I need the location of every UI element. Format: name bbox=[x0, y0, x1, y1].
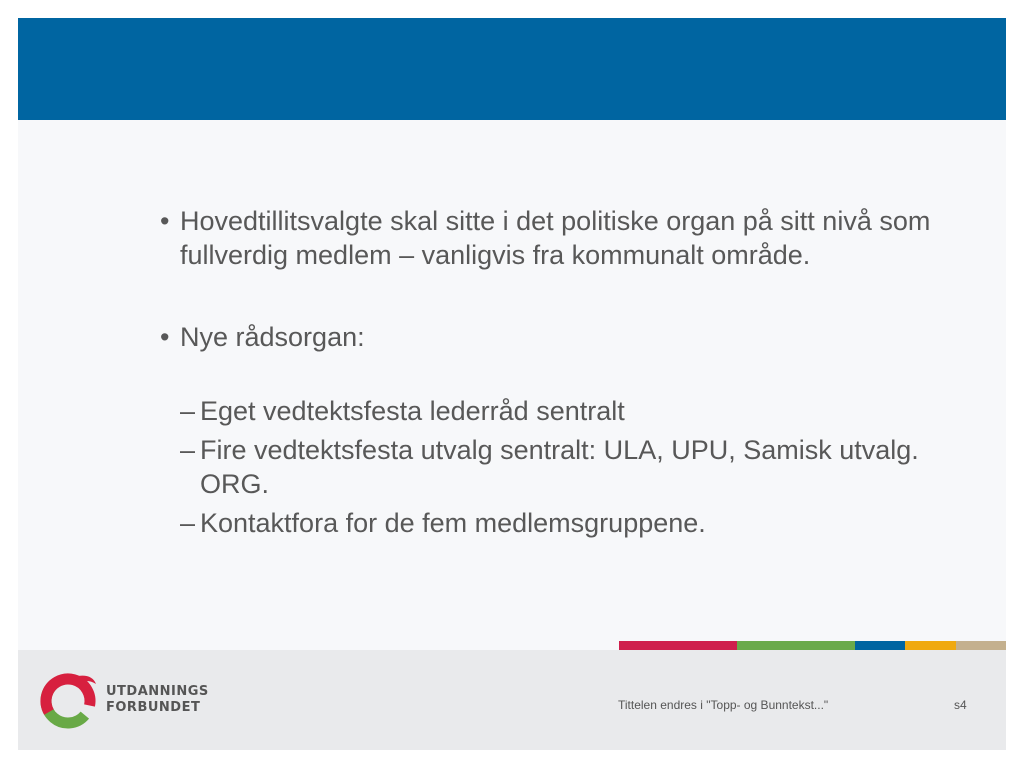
sub-bullet-2-text: Fire vedtektsfesta utvalg sentralt: ULA, UPU, Samisk utvalg. ORG. bbox=[200, 435, 919, 499]
bullet-mark: • bbox=[160, 206, 170, 236]
stripe-red bbox=[619, 641, 737, 650]
sub-bullet-3 bbox=[180, 506, 980, 540]
sub-bullet-1-text: Eget vedtektsfesta lederråd sentralt bbox=[200, 396, 625, 426]
logo-line-2: FORBUNDET bbox=[106, 700, 201, 715]
bullet-1 bbox=[160, 204, 980, 272]
stripe-blue bbox=[855, 641, 905, 650]
sub-bullet-mark: – bbox=[180, 396, 196, 426]
footer-title: Tittelen endres i "Topp- og Bunntekst..." bbox=[618, 698, 829, 712]
bullet-2-text: Nye rådsorgan: bbox=[180, 322, 365, 352]
slide-content bbox=[160, 204, 980, 545]
stripe-green bbox=[737, 641, 855, 650]
sub-bullet-mark: – bbox=[180, 435, 196, 465]
header-bar bbox=[18, 18, 1006, 120]
bullet-mark: • bbox=[160, 322, 170, 352]
sub-bullet-1 bbox=[180, 394, 980, 428]
slide bbox=[18, 18, 1006, 750]
sub-bullet-2 bbox=[180, 433, 980, 501]
logo bbox=[38, 668, 208, 732]
stripe-beige bbox=[956, 641, 1006, 650]
sub-bullet-3-text: Kontaktfora for de fem medlemsgruppene. bbox=[200, 508, 706, 538]
color-stripes bbox=[619, 641, 1006, 650]
logo-text bbox=[106, 684, 209, 716]
page-number: s4 bbox=[954, 698, 967, 712]
logo-ring-icon bbox=[38, 668, 100, 732]
stripe-yellow bbox=[905, 641, 956, 650]
footer bbox=[18, 650, 1006, 750]
sub-bullet-mark: – bbox=[180, 508, 196, 538]
bullet-1-text: Hovedtillitsvalgte skal sitte i det politiske organ på sitt nivå som fullverdig medlem – vanligvis fra kommunalt område. bbox=[180, 206, 931, 270]
bullet-2 bbox=[160, 320, 980, 354]
logo-line-1: UTDANNINGS bbox=[106, 684, 209, 699]
